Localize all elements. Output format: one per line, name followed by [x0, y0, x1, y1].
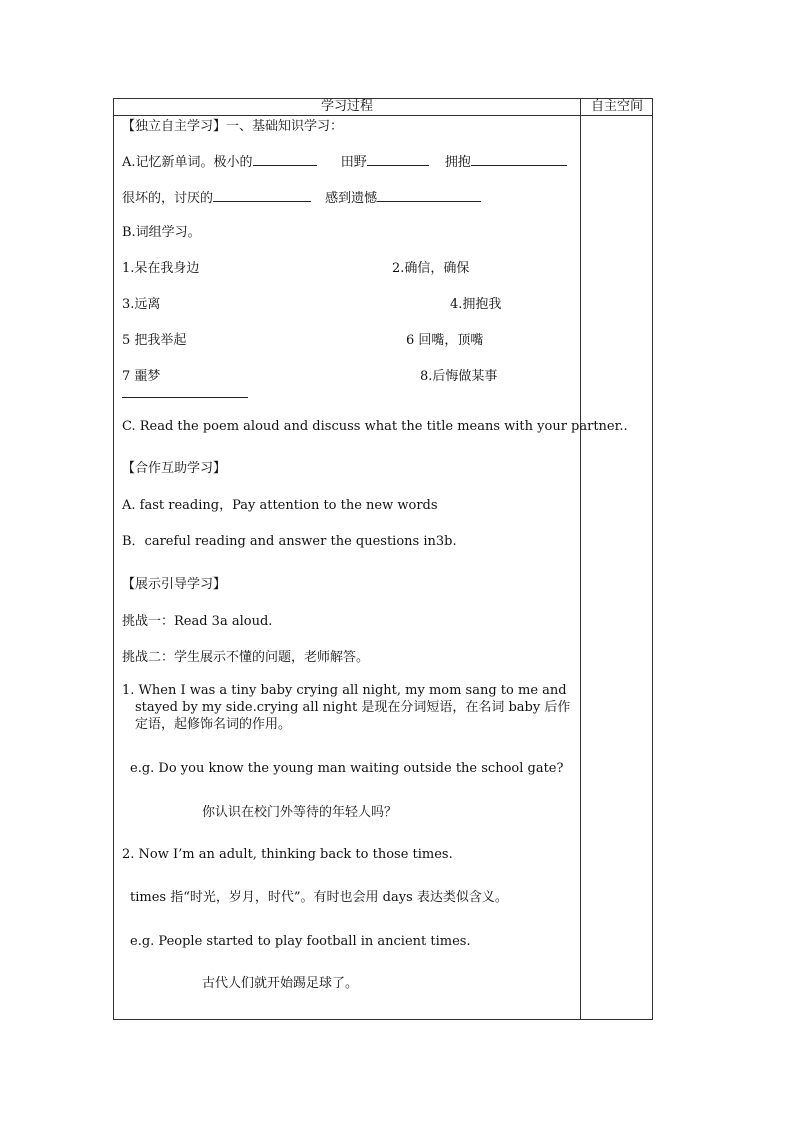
phrase-blank-row — [122, 384, 248, 403]
phrase-label: B.词组学习。 — [122, 225, 201, 240]
section2-title: 【合作互助学习】 — [122, 461, 227, 476]
vocab-word-tiny: 极小的 — [213, 155, 253, 170]
point1-example: e.g. Do you know the young man waiting outside the school gate? — [130, 761, 564, 776]
section1-title: 【独立自主学习】一、基础知识学习： — [122, 119, 344, 134]
challenge-2: 挑战二：学生展示不懂的问题，老师解答。 — [122, 650, 370, 665]
blank-line — [213, 188, 311, 202]
blank-line — [253, 152, 317, 166]
phrase-5: 5 把我举起 — [122, 333, 187, 348]
phrase-3: 3.远离 — [122, 297, 161, 312]
phrase-7: 7 噩梦 — [122, 369, 161, 384]
vocab-label: A.记忆新单词。 — [122, 155, 214, 170]
blank-line — [367, 152, 429, 166]
phrase-8: 8.后悔做某事 — [420, 369, 498, 384]
blank-line — [471, 152, 567, 166]
point1-translation: 你认识在校门外等待的年轻人吗？ — [202, 805, 398, 820]
header-learning-process: 学习过程 — [320, 99, 373, 114]
section3-title: 【展示引导学习】 — [122, 577, 227, 592]
header-self-space: 自主空间 — [590, 99, 643, 114]
blank-line — [122, 384, 248, 398]
phrase-4: 4.拥抱我 — [450, 297, 502, 312]
point2-translation: 古代人们就开始踢足球了。 — [202, 976, 359, 991]
vocab-word-regret: 感到遗憾 — [325, 191, 378, 206]
section2-task-b: B．careful reading and answer the questions in3b. — [122, 534, 457, 549]
section2-task-a: A. fast reading，Pay attention to the new words — [122, 498, 438, 513]
header-divider — [114, 115, 652, 116]
column-divider — [580, 99, 581, 1019]
point2-example: e.g. People started to play football in ancient times. — [130, 934, 471, 949]
vocab-row-1 — [122, 152, 567, 171]
vocab-word-field: 田野 — [340, 155, 367, 170]
section1-c-task: C. Read the poem aloud and discuss what the title means with your partner.. — [122, 419, 628, 434]
language-point-2: 2. Now I’m an adult, thinking back to those times. — [122, 847, 453, 862]
challenge-1: 挑战一：Read 3a aloud. — [122, 614, 273, 629]
blank-line — [377, 188, 481, 202]
phrase-1: 1.呆在我身边 — [122, 261, 200, 276]
worksheet-table — [113, 98, 653, 1020]
vocab-word-hug: 拥抱 — [444, 155, 471, 170]
vocab-word-terrible: 很坏的，讨厌的 — [122, 191, 214, 206]
vocab-row-2 — [122, 188, 481, 207]
language-point-1: 1. When I was a tiny baby crying all night, my mom sang to me and stayed by my side.crying all night 是现在分词短语，在名词 baby 后作定语，起修饰名词的作用。 — [122, 683, 571, 732]
point2-note: times 指“时光，岁月，时代”。有时也会用 days 表达类似含义。 — [130, 890, 508, 905]
phrase-6: 6 回嘴，顶嘴 — [406, 333, 484, 348]
phrase-2: 2.确信，确保 — [392, 261, 470, 276]
